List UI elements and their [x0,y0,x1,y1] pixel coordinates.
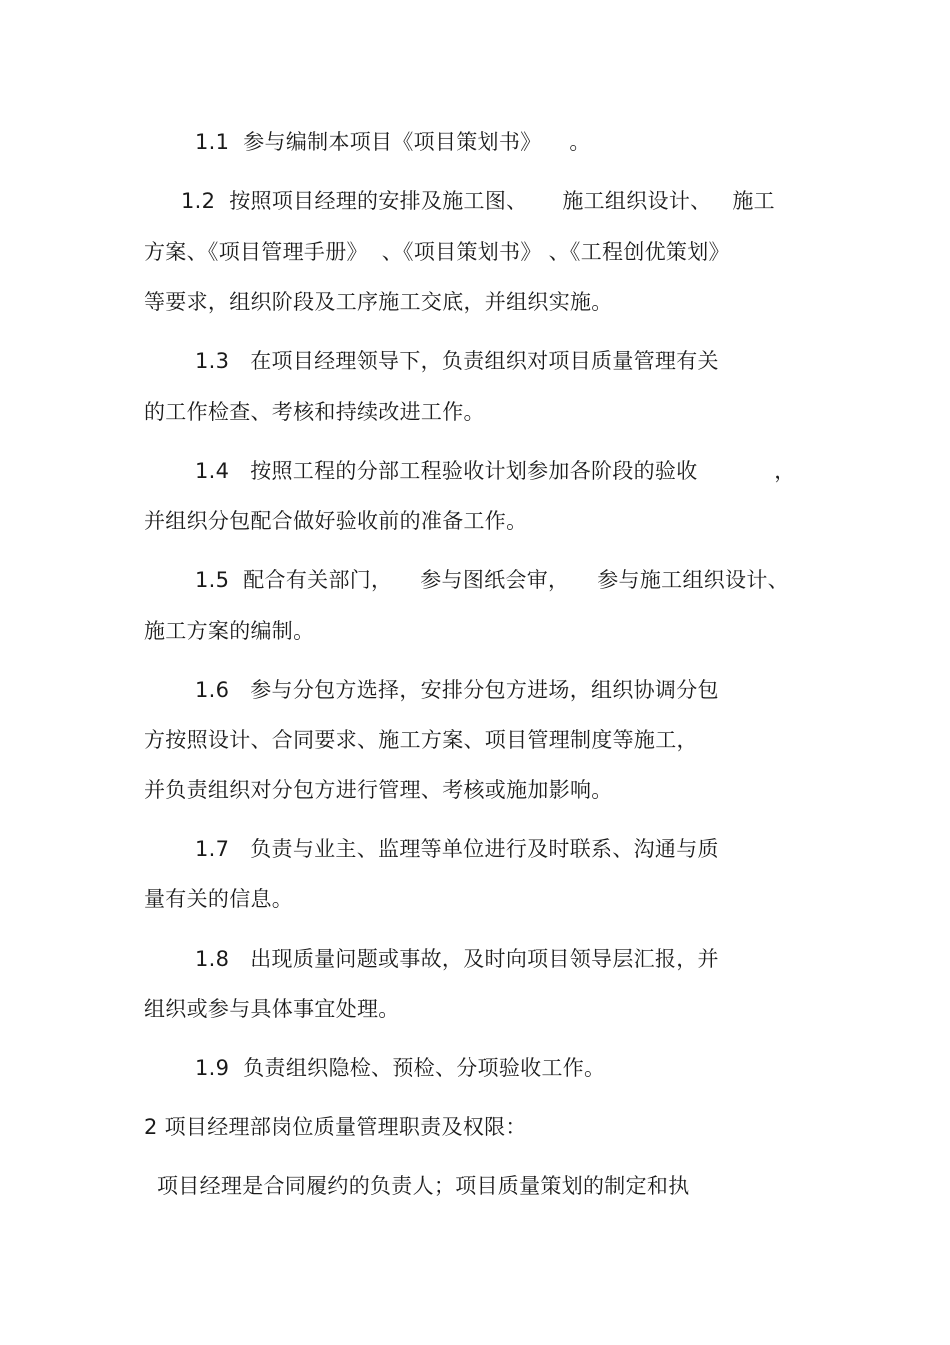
paragraph-1-7-line-2: 量有关的信息。 [144,887,294,911]
paragraph-1-2-line-1: 1.2 按照项目经理的安排及施工图、 施工组织设计、 施工 [181,189,775,213]
paragraph-1-4-line-2: 并组织分包配合做好验收前的准备工作。 [144,509,528,533]
paragraph-1-5-line-2: 施工方案的编制。 [144,619,315,643]
paragraph-1-3-line-1: 1.3 在项目经理领导下，负责组织对项目质量管理有关 [195,349,719,373]
paragraph-1-5-line-1: 1.5 配合有关部门， 参与图纸会审， 参与施工组织设计、 [195,568,789,592]
paragraph-1-2-line-3: 等要求，组织阶段及工序施工交底，并组织实施。 [144,290,613,314]
section-2-paragraph: 项目经理是合同履约的负责人；项目质量策划的制定和执 [157,1174,690,1198]
paragraph-1-6-line-2: 方按照设计、合同要求、施工方案、项目管理制度等施工， [144,728,698,752]
paragraph-1-8-line-1: 1.8 出现质量问题或事故，及时向项目领导层汇报，并 [195,947,719,971]
paragraph-1-4-line-1: 1.4 按照工程的分部工程验收计划参加各阶段的验收 ， [195,459,796,483]
paragraph-1-3-line-2: 的工作检查、考核和持续改进工作。 [144,400,485,424]
paragraph-1-8-line-2: 组织或参与具体事宜处理。 [144,997,400,1021]
section-2-heading: 2 项目经理部岗位质量管理职责及权限： [144,1115,527,1139]
paragraph-1-6-line-3: 并负责组织对分包方进行管理、考核或施加影响。 [144,778,613,802]
paragraph-1-9: 1.9 负责组织隐检、预检、分项验收工作。 [195,1056,606,1080]
paragraph-1-6-line-1: 1.6 参与分包方选择，安排分包方进场，组织协调分包 [195,678,719,702]
paragraph-1-2-line-2: 方案、《项目管理手册》 、《项目策划书》 、《工程创优策划》 [144,240,730,264]
paragraph-1-1: 1.1 参与编制本项目《项目策划书》 。 [195,130,591,154]
paragraph-1-7-line-1: 1.7 负责与业主、监理等单位进行及时联系、沟通与质 [195,837,719,861]
